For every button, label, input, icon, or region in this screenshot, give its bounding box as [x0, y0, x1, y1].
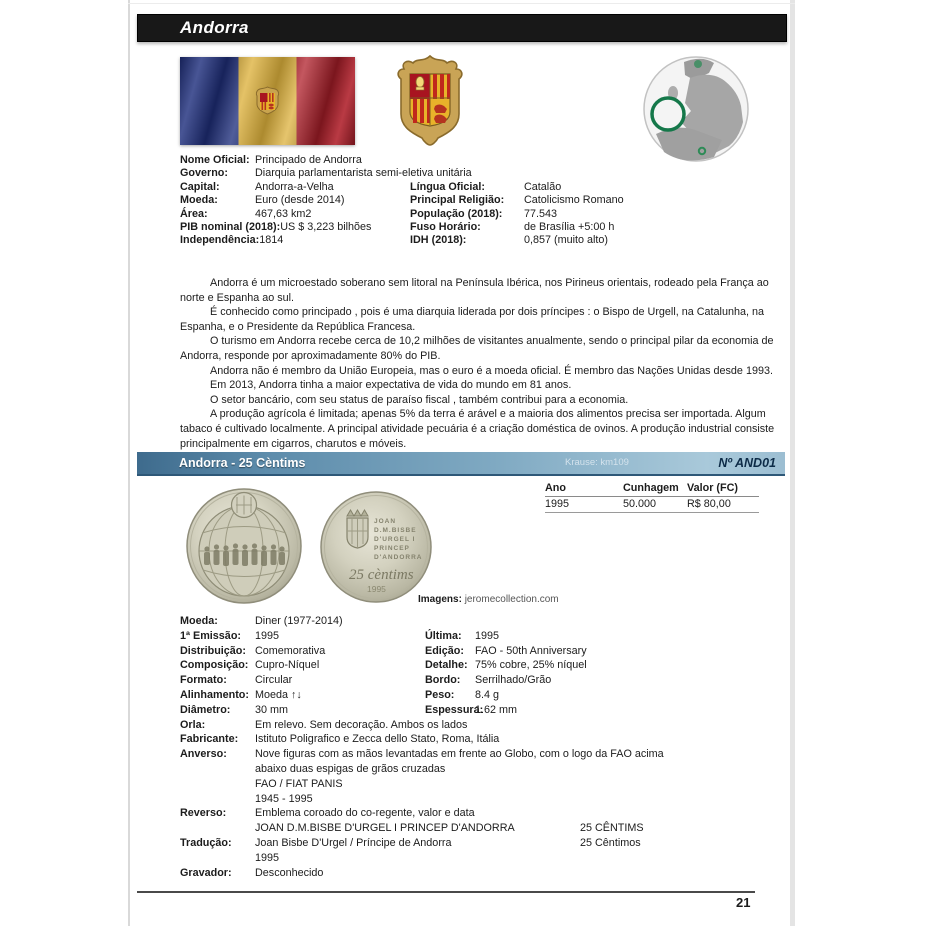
country-description [180, 276, 787, 451]
spec-label: Alinhamento: [180, 688, 249, 701]
spec-row-anverso [180, 747, 786, 806]
spec-label: Anverso: [180, 748, 227, 761]
spec-label: Última: [425, 629, 462, 642]
column-header-cunhagem: Cunhagem [623, 482, 679, 494]
page-top-edge [128, 3, 795, 4]
spec-value: Diner (1977-2014) [255, 615, 343, 627]
krause-reference: Krause: km109 [565, 457, 629, 468]
catalog-number-badge: Nº AND01 [718, 456, 776, 470]
mintage-table-header [545, 481, 759, 497]
info-value: 467,63 km2 [255, 207, 312, 220]
spec-row-fabricante [180, 732, 786, 747]
spec-value: Serrilhado/Grão [475, 674, 552, 687]
info-row [180, 181, 786, 194]
info-label: Fuso Horário: [410, 221, 481, 234]
mintage-year: 1995 [545, 498, 570, 510]
info-row [180, 154, 786, 167]
spec-value: FAO / FIAT PANIS [255, 777, 343, 790]
image-credit-label: Imagens: [418, 594, 462, 605]
image-credit [418, 594, 559, 605]
spec-value: FAO - 50th Anniversary [475, 644, 587, 657]
coin-section-title: Andorra - 25 Cèntims [179, 456, 306, 470]
spec-label: Tradução: [180, 836, 232, 849]
spec-label: 1ª Emissão: [180, 629, 242, 642]
spec-label: Bordo: [425, 674, 461, 687]
coin-denomination-text: 25 cèntims [349, 567, 414, 583]
spec-value: Istituto Poligrafico e Zecca dello Stato, Roma, Itália [255, 733, 500, 746]
spec-label: Reverso: [180, 807, 227, 820]
info-value: Euro (desde 2014) [255, 194, 345, 207]
spec-value: 1995 [255, 629, 280, 642]
info-row [180, 194, 786, 207]
coin-inscription-line: D.M.BISBE [374, 527, 417, 534]
spec-value: 1995 [255, 851, 280, 864]
info-value: Catolicismo Romano [524, 194, 624, 207]
page-title: Andorra [180, 18, 249, 37]
andorra-flag-image [180, 57, 355, 145]
info-value: 77.543 [524, 207, 558, 220]
spec-label: Edição: [425, 644, 464, 657]
description-paragraph: É conhecido como principado , pois é uma diarquia liderada por dois príncipes : o Bispo de Urgell, na Catalunha, na Espanha, e o Presidente da República Francesa. [180, 306, 764, 333]
spec-value: Moeda ↑↓ [255, 688, 302, 701]
andorra-coat-of-arms-image [394, 54, 466, 146]
page-right-edge [790, 0, 795, 926]
info-row [180, 167, 786, 180]
spec-label: Peso: [425, 688, 455, 701]
mintage-table-row [545, 497, 759, 513]
column-header-ano: Ano [545, 482, 566, 494]
info-label: População (2018): [410, 207, 503, 220]
coin-reverse-shield [347, 510, 368, 548]
description-paragraph: Andorra não é membro da União Europeia, mas o euro é a moeda oficial. É membro das Nações Unidas desde 1993. [210, 364, 773, 377]
spec-row-reverso [180, 806, 786, 836]
spec-row-traducao [180, 836, 786, 866]
info-value: US $ 3,223 bilhões [280, 221, 372, 234]
spec-value: 30 mm [255, 703, 288, 716]
mintage-value: R$ 80,00 [687, 498, 731, 510]
spec-row [180, 688, 786, 703]
page-number: 21 [736, 895, 751, 910]
spec-label: Distribuição: [180, 644, 246, 657]
spec-value: 8.4 g [475, 688, 500, 701]
info-value: de Brasília +5:00 h [524, 221, 615, 234]
country-header-bar [137, 14, 787, 42]
description-paragraph: A produção agrícola é limitada; apenas 5% da terra é arável e a maioria dos alimentos precisa ser importada. Algum tabaco é cultivado localmente. A principal atividade pecuária é a criação doméstica de ovinos. A produção industrial consiste principalmente em cigarros, charutos e móveis. [180, 408, 775, 450]
info-label: Moeda: [180, 194, 218, 207]
spec-row [180, 644, 786, 659]
coin-specs-block [180, 614, 786, 880]
info-label: Língua Oficial: [410, 180, 485, 193]
description-paragraph: Em 2013, Andorra tinha a maior expectativa de vida do mundo em 81 anos. [210, 379, 572, 392]
info-label: IDH (2018): [410, 234, 467, 247]
spec-value: Comemorativa [255, 644, 326, 657]
spec-row [180, 658, 786, 673]
spec-label: Fabricante: [180, 733, 239, 746]
column-header-valor: Valor (FC) [687, 482, 738, 494]
description-paragraph: Andorra é um microestado soberano sem litoral na Península Ibérica, nos Pirineus orientais, rodeado pela França ao norte e Espanha ao sul. [180, 277, 769, 304]
info-row [180, 221, 786, 234]
spec-value: Circular [255, 674, 293, 687]
spec-label: Composição: [180, 659, 249, 672]
spec-row [180, 614, 786, 629]
info-value: Andorra-a-Velha [255, 180, 334, 193]
info-value: 1814 [259, 234, 284, 247]
spec-value: abaixo duas espigas de grãos cruzadas [255, 762, 446, 775]
spec-value: 75% cobre, 25% níquel [475, 659, 587, 672]
info-value: Diarquia parlamentarista semi-eletiva unitária [255, 167, 472, 180]
description-paragraph: O turismo em Andorra recebe cerca de 10,2 milhões de visitantes anualmente, sendo o principal pilar da economia de Andorra, responde por aproximadamente 80% do PIB. [180, 335, 774, 362]
coin-inscription-line: PRINCEP [374, 545, 410, 552]
spec-value-denomination-translation: 25 Cêntimos [580, 836, 641, 849]
spec-row [180, 673, 786, 688]
spec-label: Orla: [180, 718, 206, 731]
spec-value: Desconhecido [255, 866, 324, 879]
spec-label: Detalhe: [425, 659, 468, 672]
spec-row [180, 629, 786, 644]
coin-obverse-figures [204, 543, 285, 566]
coin-inscription-line: JOAN [374, 518, 397, 525]
flag-crest-icon [254, 86, 281, 116]
spec-label: Espessura: [425, 703, 484, 716]
info-row [180, 234, 786, 247]
info-label: Governo: [180, 167, 228, 180]
spec-label: Formato: [180, 674, 227, 687]
spec-value: Nove figuras com as mãos levantadas em frente ao Globo, com o logo da FAO acima [255, 748, 664, 761]
description-paragraph: O setor bancário, com seu status de paraíso fiscal , também contribui para a economia. [210, 393, 629, 406]
spec-value: Em relevo. Sem decoração. Ambos os lados [255, 718, 468, 731]
spec-value: JOAN D.M.BISBE D'URGEL I PRINCEP D'ANDORRA [255, 822, 515, 835]
info-label: Nome Oficial: [180, 154, 250, 166]
spec-value: 1.62 mm [475, 703, 518, 716]
spec-value: Joan Bisbe D'Urgel / Príncipe de Andorra [255, 836, 452, 849]
spec-value: 1995 [475, 629, 500, 642]
spec-row-orla [180, 718, 786, 733]
mintage-quantity: 50.000 [623, 498, 657, 510]
coin-obverse-image [185, 487, 303, 605]
info-label: Área: [180, 207, 208, 220]
spec-label: Gravador: [180, 866, 232, 879]
spec-row-gravador [180, 866, 786, 881]
coin-inscription-line: D'URGEL I [374, 536, 416, 543]
coin-section-header-bar [137, 452, 785, 476]
mintage-table [545, 481, 759, 513]
spec-label: Moeda: [180, 615, 218, 627]
page-left-edge [128, 0, 130, 926]
andorra-location-globe-image [628, 52, 764, 168]
footer-divider [137, 891, 755, 893]
coin-inscription-line: D'ANDORRA [374, 554, 423, 561]
image-credit-source: jeromecollection.com [464, 594, 559, 605]
info-label: PIB nominal (2018): [180, 221, 281, 234]
info-row [180, 208, 786, 221]
coin-year-text: 1995 [367, 584, 386, 594]
spec-value: Emblema coroado do co-regente, valor e data [255, 807, 475, 820]
spec-value: Cupro-Níquel [255, 659, 320, 672]
spec-row [180, 703, 786, 718]
info-value: Catalão [524, 180, 562, 193]
info-label: Principal Religião: [410, 194, 505, 207]
spec-label: Diâmetro: [180, 703, 231, 716]
spec-value: 1945 - 1995 [255, 792, 313, 805]
info-label: Independência: [180, 234, 260, 247]
country-info-block [180, 154, 786, 248]
info-value: Principado de Andorra [255, 154, 362, 166]
coin-reverse-image [320, 491, 432, 603]
info-label: Capital: [180, 180, 220, 193]
info-value: 0,857 (muito alto) [524, 234, 609, 247]
spec-value-denomination: 25 CÊNTIMS [580, 822, 644, 835]
